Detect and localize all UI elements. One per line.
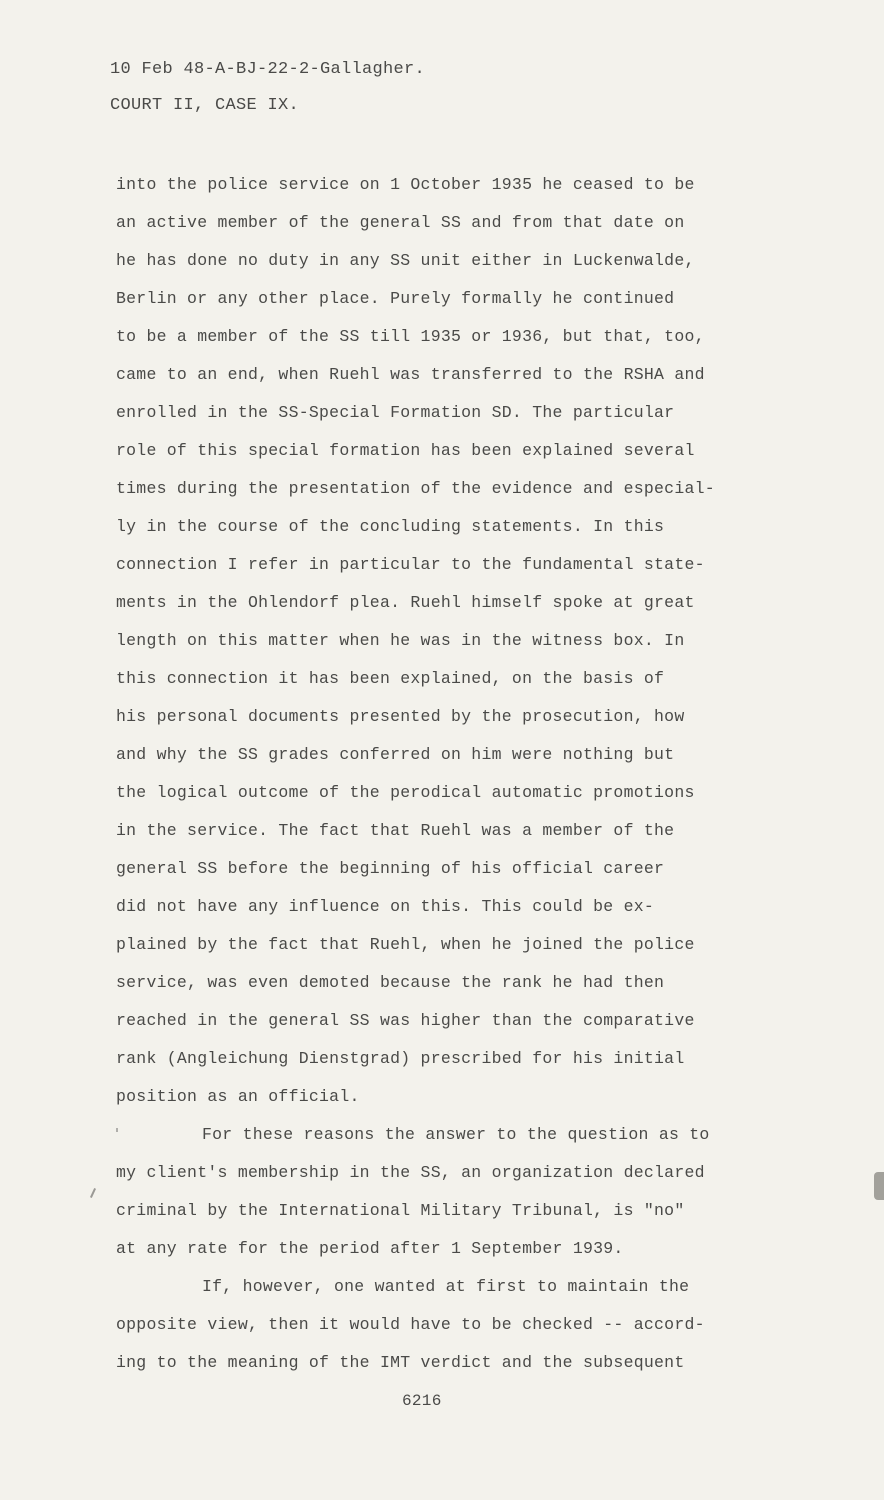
text-line: into the police service on 1 October 1935 he ceased to be — [116, 175, 695, 194]
text-line: ly in the course of the concluding statements. In this — [116, 517, 665, 536]
text-line: the logical outcome of the perodical automatic promotions — [116, 783, 695, 802]
text-line: he has done no duty in any SS unit either in Luckenwalde, — [116, 251, 695, 270]
text-line: in the service. The fact that Ruehl was a member of the — [116, 821, 675, 840]
text-line: at any rate for the period after 1 September 1939. — [116, 1239, 624, 1258]
text-line: length on this matter when he was in the witness box. In — [116, 631, 685, 650]
text-line: role of this special formation has been explained several — [116, 441, 695, 460]
text-line: and why the SS grades conferred on him were nothing but — [116, 745, 675, 764]
text-line: position as an official. — [116, 1087, 360, 1106]
margin-pencil-mark — [90, 1188, 96, 1198]
page-edge-mark — [874, 1172, 884, 1200]
text-line: came to an end, when Ruehl was transferred to the RSHA and — [116, 365, 705, 384]
text-line: general SS before the beginning of his official career — [116, 859, 665, 878]
text-line: criminal by the International Military Tribunal, is "no" — [116, 1201, 685, 1220]
text-line: service, was even demoted because the rank he had then — [116, 973, 665, 992]
text-line: my client's membership in the SS, an organization declared — [116, 1163, 705, 1182]
text-line: ing to the meaning of the IMT verdict and the subsequent — [116, 1353, 685, 1372]
text-line: enrolled in the SS-Special Formation SD. The particular — [116, 403, 675, 422]
text-line: his personal documents presented by the prosecution, how — [116, 707, 685, 726]
text-line: did not have any influence on this. This could be ex- — [116, 897, 655, 916]
text-line: connection I refer in particular to the fundamental state- — [116, 555, 705, 574]
text-line: opposite view, then it would have to be checked -- accord- — [116, 1315, 705, 1334]
paragraph-start-line: For these reasons the answer to the question as to — [202, 1125, 710, 1144]
court-case-line: COURT II, CASE IX. — [110, 96, 300, 115]
text-line: an active member of the general SS and from that date on — [116, 213, 685, 232]
text-line: plained by the fact that Ruehl, when he joined the police — [116, 935, 695, 954]
text-line: times during the presentation of the evidence and especial- — [116, 479, 715, 498]
paragraph-start-line: If, however, one wanted at first to maintain the — [202, 1277, 690, 1296]
text-line: rank (Angleichung Dienstgrad) prescribed for his initial — [116, 1049, 685, 1068]
text-line: reached in the general SS was higher than the comparative — [116, 1011, 695, 1030]
document-reference-line: 10 Feb 48-A-BJ-22-2-Gallagher. — [110, 60, 426, 79]
page-number: 6216 — [402, 1392, 442, 1410]
text-line: ments in the Ohlendorf plea. Ruehl himself spoke at great — [116, 593, 695, 612]
text-line: this connection it has been explained, on the basis of — [116, 669, 665, 688]
margin-speck — [116, 1128, 118, 1132]
document-body — [116, 166, 816, 1382]
text-line: Berlin or any other place. Purely formally he continued — [116, 289, 675, 308]
text-line: to be a member of the SS till 1935 or 1936, but that, too, — [116, 327, 705, 346]
